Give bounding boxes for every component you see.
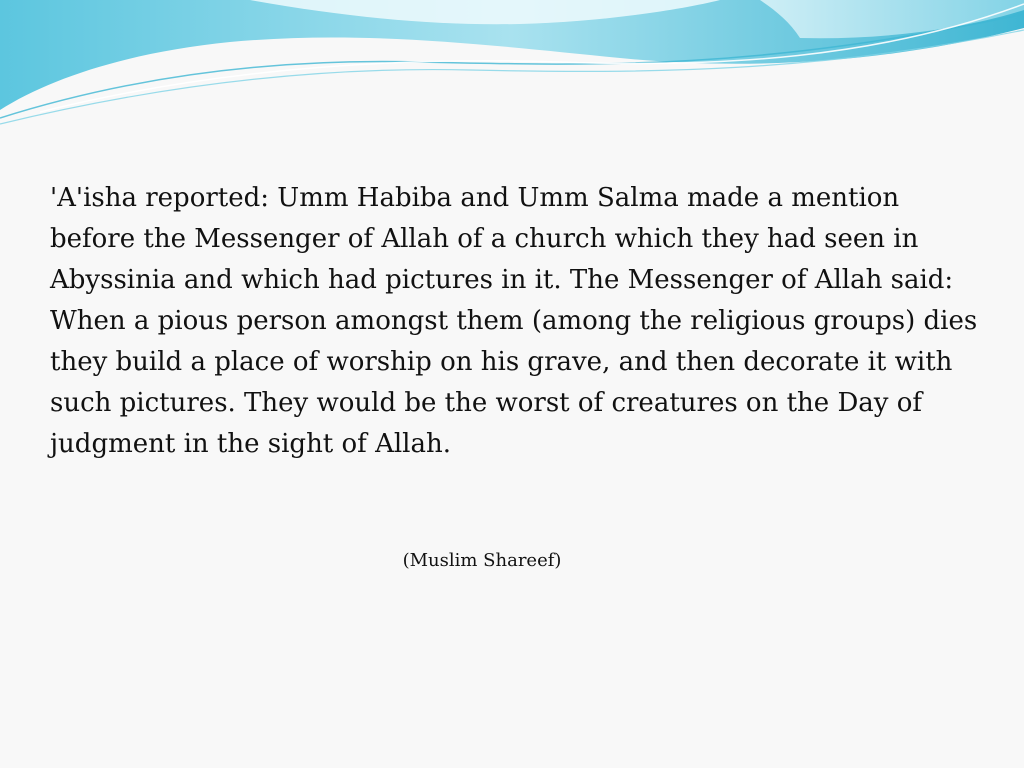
hadith-quote: 'A'isha reported: Umm Habiba and Umm Salma made a mention before the Messenger of Allah of a church which they had seen in Abyssinia and which had pictures in it. The Messenger of Allah said: When a pious person amongst them (among the religious groups) dies they build a place of worship on his grave, and then decorate it with such pictures. They would be the worst of creatures on the Day of judgment in the sight of Allah. (50, 183, 978, 459)
header-wave-decoration (0, 0, 1024, 130)
citation-source: (Muslim Shareef) (402, 550, 562, 571)
